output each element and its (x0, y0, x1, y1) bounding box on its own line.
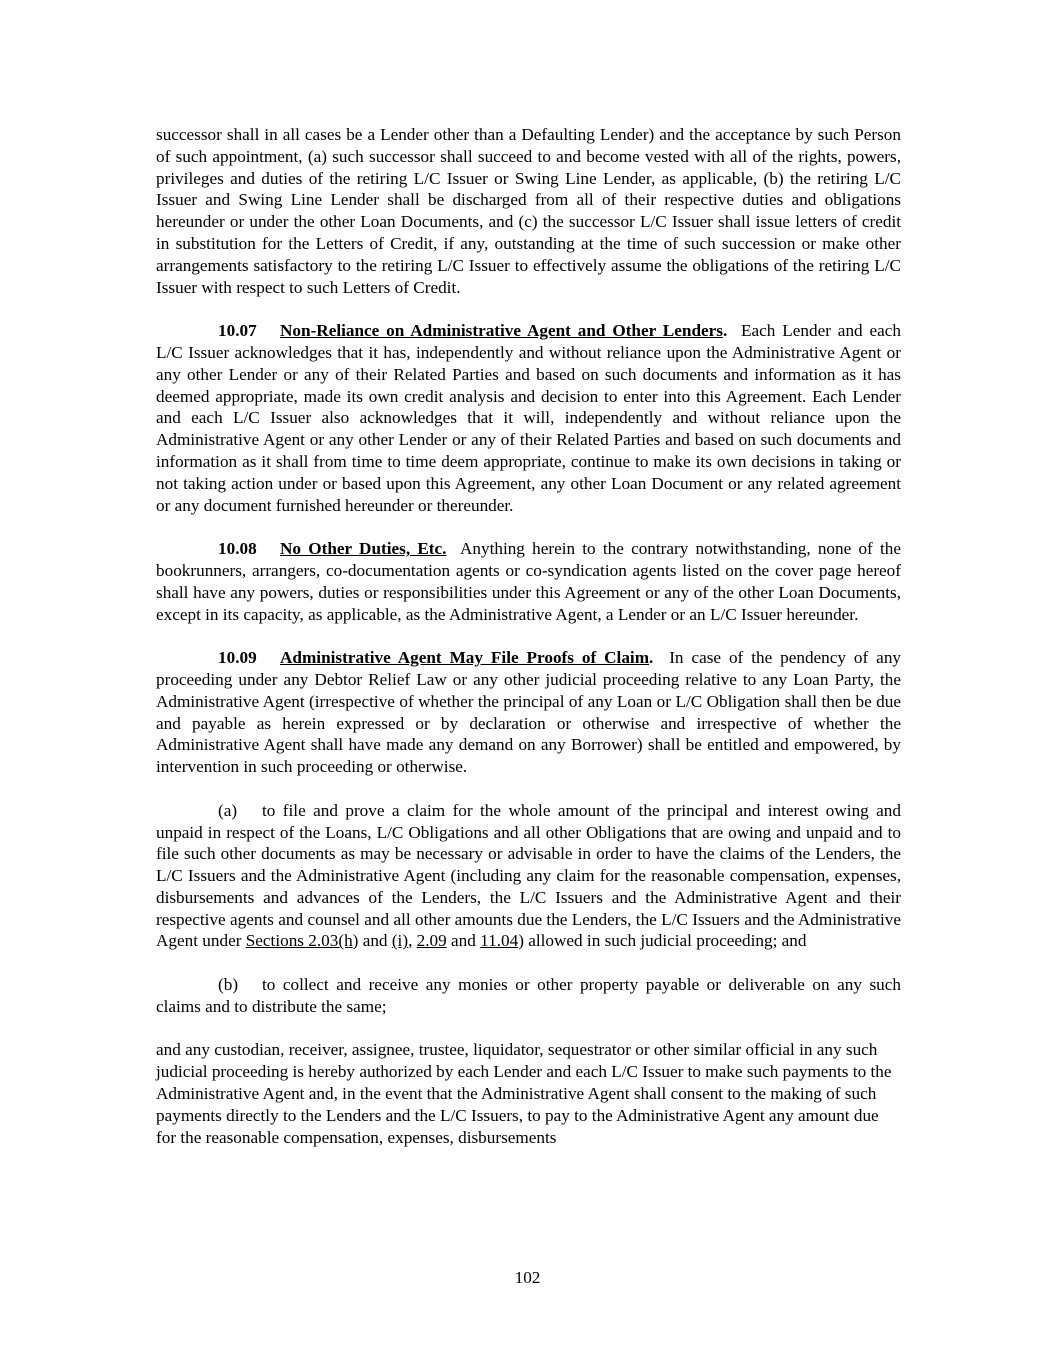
closing-paragraph: and any custodian, receiver, assignee, trustee, liquidator, sequestrator or other similar official in any such judicial proceeding is hereby authorized by each Lender and each L/C Issuer to make such payments to the Administrative Agent and, in the event that the Administrative Agent shall consent to the making of such payments directly to the Lenders and the L/C Issuers, to pay to the Administrative Agent any amount due for the reasonable compensation, expenses, disbursements (156, 1040, 892, 1147)
section-body: Each Lender and each L/C Issuer acknowledges that it has, independently and without reliance upon the Administrative Agent or any other Lender or any of their Related Parties and based on such documents and information as it has deemed appropriate, made its own credit analysis and decision to enter into this Agreement. Each Lender and each L/C Issuer also acknowledges that it will, independently and without reliance upon the Administrative Agent or any other Lender or any of their Related Parties and based on such documents and information as it shall from time to time deem appropriate, continue to make its own decisions in taking or not taking action under or based upon this Agreement, any other Loan Document or any related agreement or any document furnished hereunder or thereunder. (156, 321, 901, 515)
section-heading: Non-Reliance on Administrative Agent and Other Lenders (280, 321, 723, 341)
clause-label: (a) (218, 800, 238, 820)
section-10-09: 10.09 Administrative Agent May File Proofs of Claim. In case of the pendency of any proceeding under any Debtor Relief Law or any other judicial proceeding relative to any Loan Party, the Administrative Agent (irrespective of whether the principal of any Loan or L/C Obligation shall then be due and payable as herein expressed or by declaration or otherwise and irrespective of whether the Administrative Agent shall have made any demand on any Borrower) shall be entitled and empowered, by intervention in such proceeding or otherwise. (156, 648, 902, 777)
clause-text: to file and prove a claim for the whole amount of the principal and interest owing and unpaid in respect of the Loans, L/C Obligations and all other Obligations that are owing and unpaid and to file such other documents as may be necessary or advisable in order to have the claims of the Lenders, the L/C Issuers and the Administrative Agent (including any claim for the reasonable compensation, expenses, disbursements and advances of the Lenders, the L/C Issuers and the Administrative Agent and their respective agents and counsel and all other amounts due the Lenders, the L/C Issuers and the Administrative Agent under (156, 800, 901, 951)
section-number: 10.08 (218, 539, 257, 559)
section-body: In case of the pendency of any proceeding under any Debtor Relief Law or any other judicial proceeding relative to any Loan Party, the Administrative Agent (irrespective of whether the principal of any Loan or L/C Obligation shall then be due and payable as herein expressed or by declaration or otherwise and irrespective of whether the Administrative Agent shall have made any demand on any Borrower) shall be entitled and empowered, by intervention in such proceeding or otherwise. (156, 648, 902, 777)
clause-text-fragment: ) (352, 931, 359, 951)
section-10-07: 10.07 Non-Reliance on Administrative Agent and Other Lenders. Each Lender and each L/C Issuer acknowledges that it has, independently and without reliance upon the Administrative Agent or any other Lender or any of their Related Parties and based on such documents and information as it has deemed appropriate, made its own credit analysis and decision to enter into this Agreement. Each Lender and each L/C Issuer also acknowledges that it will, independently and without reliance upon the Administrative Agent or any other Lender or any of their Related Parties and based on such documents and information as it shall from time to time deem appropriate, continue to make its own decisions in taking or not taking action under or based upon this Agreement, any other Loan Document or any related agreement or any document furnished hereunder or thereunder. (156, 321, 901, 515)
cross-reference-link: Sections 2.03(h (245, 931, 353, 951)
section-heading: No Other Duties, Etc. (280, 539, 447, 559)
section-10-08 (156, 538, 901, 625)
clause-text-fragment: , (408, 931, 417, 951)
section-body: Anything herein to the contrary notwithstanding, none of the bookrunners, arrangers, co-documentation agents or co-syndication agents listed on the cover page hereof shall have any powers, duties or responsibilities under this Agreement or any of the other Loan Documents, except in its capacity, as applicable, as the Administrative Agent, a Lender or an L/C Issuer hereunder. (156, 539, 901, 624)
cross-reference-link: (i) (391, 931, 409, 951)
clause-text: to collect and receive any monies or other property payable or deliverable on any such claims and to distribute the same; (156, 975, 901, 1016)
section-number: 10.09 (218, 648, 257, 668)
clause-a (156, 800, 901, 953)
section-heading: Administrative Agent May File Proofs of Claim (280, 648, 650, 668)
cross-reference-link: 11.04 (480, 931, 519, 951)
carryover-paragraph: successor shall in all cases be a Lender other than a Defaulting Lender) and the acceptance by such Person of such appointment, (a) such successor shall succeed to and become vested with all of the rights, powers, privileges and duties of the retiring L/C Issuer or Swing Line Lender, as applicable, (b) the retiring L/C Issuer and Swing Line Lender shall be discharged from all of their respective duties and obligations hereunder or under the other Loan Documents, and (c) the successor L/C Issuer shall issue letters of credit in substitution for the Letters of Credit, if any, outstanding at the time of such succession or make other arrangements satisfactory to the retiring L/C Issuer to effectively assume the obligations of the retiring L/C Issuer with respect to such Letters of Credit. (156, 125, 901, 297)
page-number: 102 (514, 1268, 541, 1287)
clause-text-fragment: and (358, 931, 392, 951)
clause-label: (b) (218, 975, 239, 995)
clause-text-fragment: ) allowed in such judicial proceeding; and (518, 931, 807, 951)
cross-reference-link: 2.09 (416, 931, 447, 951)
clause-text-fragment: and (446, 931, 481, 951)
section-number: 10.07 (218, 321, 257, 341)
document-page (156, 124, 901, 1148)
clause-b (156, 974, 901, 1018)
